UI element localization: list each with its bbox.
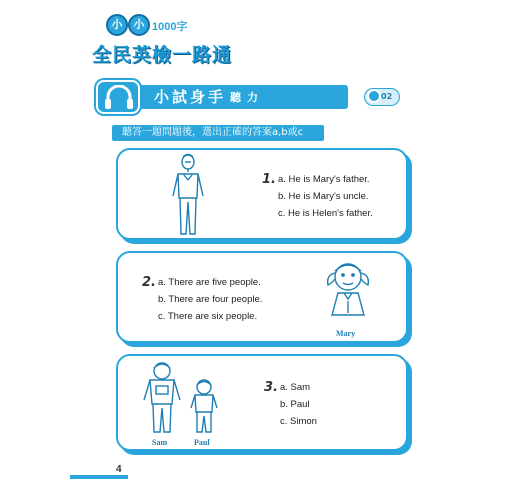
question-number: 1. [262,172,276,187]
book-logo [92,8,252,70]
question-panel-2 [116,251,408,343]
man-illustration [170,152,206,238]
option-a: a. He is Mary's father. [278,174,370,185]
banner-title: 小試身手 [154,88,227,106]
question-number: 2. [142,275,156,290]
illustration-caption-paul: Paul [194,438,210,447]
option-b: b. He is Mary's uncle. [278,191,369,202]
page-number-rule [70,475,128,479]
question-number: 3. [264,380,278,395]
option-c: c. There are six people. [158,311,258,322]
logo-bubble-2: 小 [128,14,150,36]
instruction-bar: 聽答一題問題後，選出正確的答案a,b或c [112,125,324,141]
option-c: c. He is Helen's father. [278,208,373,219]
cd-icon [367,89,381,103]
section-banner [96,80,400,112]
page-number: 4 [116,464,122,475]
question-panel-1 [116,148,408,240]
headphones-icon [96,80,140,114]
cd-track-badge [364,88,400,106]
option-a: a. There are five people. [158,277,261,288]
illustration-caption: Mary [336,329,356,338]
paul-illustration [190,378,218,436]
banner-subtitle: 聽力 [230,91,264,104]
option-b: b. Paul [280,399,310,410]
option-a: a. Sam [280,382,311,393]
option-c: c. Simon [280,416,317,427]
question-panel-3 [116,354,408,451]
logo-title: 全民英檢一路通 [92,44,233,66]
sam-illustration [142,360,182,436]
option-b: b. There are four people. [158,294,263,305]
logo-bubble-1: 小 [106,14,128,36]
illustration-caption-sam: Sam [152,438,168,447]
girl-illustration [320,255,376,327]
cd-track-number: 02 [381,92,393,101]
logo-word-count: 1000字 [152,21,188,33]
